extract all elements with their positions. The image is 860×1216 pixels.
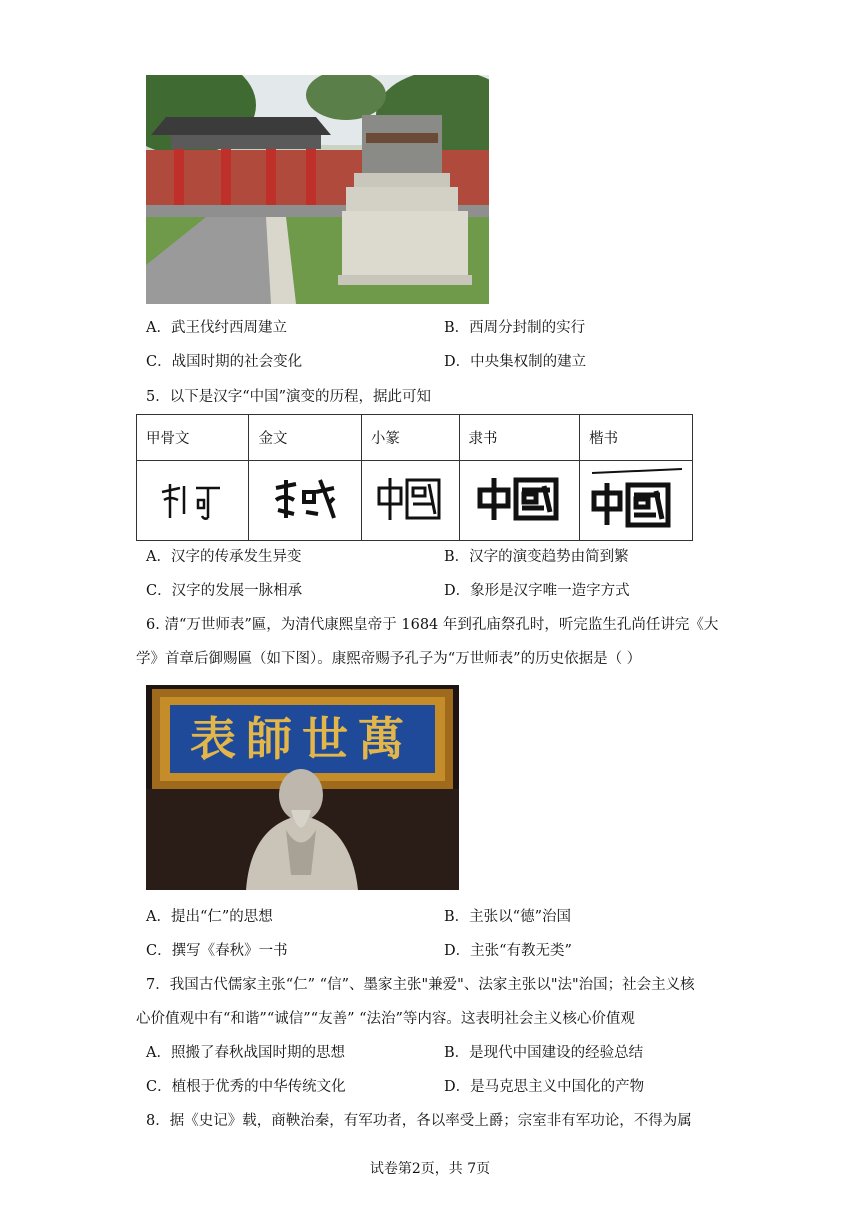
q6-stem-line1: 6. 清“万世师表”匾，为清代康熙皇帝于 1684 年到孔庙祭孔时，听完监生孔尚任讲完《大 — [146, 617, 719, 633]
q4-option-b[interactable]: B．西周分封制的实行 — [444, 320, 586, 336]
table-header: 楷书 — [580, 415, 693, 461]
q7-option-b[interactable]: B．是现代中国建设的经验总结 — [444, 1045, 644, 1061]
q6-option-d[interactable]: D．主张“有教无类” — [444, 943, 572, 959]
q7-stem-line2: 心价值观中有“和谐”“诚信”“友善” “法治”等内容。这表明社会主义核心价值观 — [136, 1011, 635, 1027]
q4-option-c[interactable]: C．战国时期的社会变化 — [146, 354, 303, 370]
q5-option-c[interactable]: C．汉字的发展一脉相承 — [146, 583, 303, 599]
table-header: 金文 — [249, 415, 361, 461]
q5-option-b[interactable]: B．汉字的演变趋势由简到繁 — [444, 549, 629, 565]
clerical-zhongguo-icon — [459, 461, 580, 541]
bronze-zhongguo-icon — [249, 461, 361, 541]
plaque-text: 表師世萬 — [190, 712, 414, 766]
memorial-gate-photo — [146, 75, 489, 304]
oracle-bone-zhongguo-icon — [137, 461, 249, 541]
q8-stem-line1: 8．据《史记》载，商鞅治秦，有军功者，各以率受上爵；宗室非有军功论，不得为属 — [146, 1113, 692, 1129]
q4-option-a[interactable]: A．武王伐纣西周建立 — [146, 320, 287, 336]
q7-option-a[interactable]: A．照搬了春秋战国时期的思想 — [146, 1045, 345, 1061]
q7-option-d[interactable]: D．是马克思主义中国化的产物 — [444, 1079, 645, 1095]
q6-option-b[interactable]: B．主张以“德”治国 — [444, 909, 571, 925]
script-evolution-table — [136, 414, 693, 541]
q4-option-d[interactable]: D．中央集权制的建立 — [444, 354, 587, 370]
q5-option-d[interactable]: D．象形是汉字唯一造字方式 — [444, 583, 630, 599]
seal-zhongguo-icon — [361, 461, 459, 541]
table-header: 小篆 — [361, 415, 459, 461]
q7-option-c[interactable]: C．植根于优秀的中华传统文化 — [146, 1079, 346, 1095]
page-footer: 试卷第2页，共 7页 — [369, 1161, 491, 1177]
table-header: 隶书 — [459, 415, 580, 461]
table-header: 甲骨文 — [137, 415, 249, 461]
q5-stem: 5．以下是汉字“中国”演变的历程，据此可知 — [146, 389, 432, 405]
q6-stem-line2: 学》首章后御赐匾（如下图）。康熙帝赐予孔子为“万世师表”的历史依据是（ ） — [136, 651, 642, 667]
q6-option-a[interactable]: A．提出“仁”的思想 — [146, 909, 273, 925]
q7-stem-line1: 7．我国古代儒家主张“仁” “信”、墨家主张"兼爱"、法家主张以"法"治国；社会主义核 — [146, 977, 695, 993]
confucius-statue-plaque-photo — [146, 685, 459, 890]
regular-zhongguo-icon — [580, 461, 693, 541]
q5-option-a[interactable]: A．汉字的传承发生异变 — [146, 549, 302, 565]
q6-option-c[interactable]: C．撰写《春秋》一书 — [146, 943, 288, 959]
